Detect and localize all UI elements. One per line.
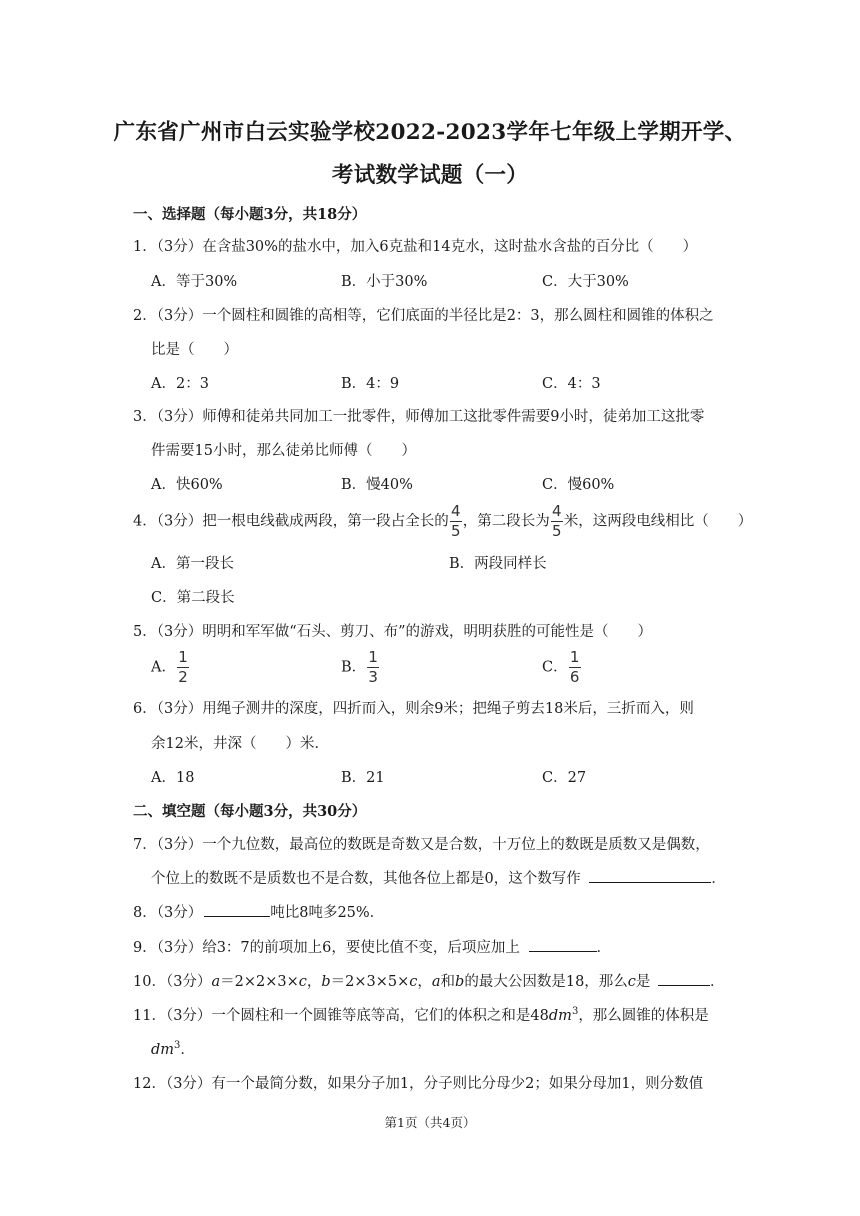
unit: dm (548, 1008, 572, 1024)
question-6 (133, 697, 733, 718)
variable-a: a (431, 974, 441, 990)
question-text: ＝2×2×3× (220, 974, 299, 990)
option-label: A． (151, 659, 176, 676)
q6-continuation: 余12米，井深（ ）米． (151, 736, 329, 752)
q4-option-b: B．两段同样长 (449, 556, 547, 572)
q3-continuation: 件需要15小时，那么徒弟比师傅（ ） (151, 443, 416, 459)
q3-option-a: A．快60% (151, 477, 223, 493)
page-footer: 第1页（共4页） (384, 1115, 476, 1130)
punctuation: ． (710, 974, 725, 990)
question-text: （3分）一个九位数，最高位的数既是奇数又是合数，十万位上的数既是质数又是偶数， (156, 837, 710, 853)
question-text: 的最大公因数是18，那么 (464, 974, 628, 990)
fraction-denominator: 3 (368, 668, 378, 686)
question-number: 12． (133, 1076, 166, 1092)
variable-b: b (455, 974, 465, 990)
question-text: ，第二段长为 (462, 513, 550, 530)
variable-c: c (298, 974, 307, 990)
question-text: 个位上的数既不是质数也不是合数，其他各位上都是0，这个数写作 (151, 871, 581, 887)
q5-option-a (151, 650, 190, 685)
q7-continuation (151, 867, 726, 888)
q6-option-b: B．21 (341, 770, 385, 786)
fraction-numerator: 4 (450, 502, 461, 520)
q1-option-b: B．小于30% (341, 274, 428, 290)
punctuation: ． (711, 871, 726, 887)
question-text: （3分）在含盐30%的盐水中，加入6克盐和14克水，这时盐水含盐的百分比（ ） (156, 239, 698, 255)
question-number: 7． (133, 837, 157, 853)
question-text: （3分）用绳子测井的深度，四折而入，则余9米；把绳子剪去18米后，三折而入，则 (156, 701, 694, 717)
unit: dm (151, 1042, 175, 1058)
fraction-option-b (367, 650, 379, 685)
question-10 (133, 970, 733, 991)
question-12 (133, 1072, 733, 1093)
question-number: 4． (133, 513, 157, 530)
q5-option-b (341, 650, 380, 685)
question-text: ，那么圆锥的体积是 (578, 1008, 709, 1024)
option-label: B． (341, 659, 367, 676)
question-text: 米，这两段电线相比（ ） (563, 513, 753, 530)
section-heading-choice: 一、选择题（每小题3分，共18分） (133, 206, 367, 223)
section-heading-fill-in: 二、填空题（每小题3分，共30分） (133, 803, 367, 820)
question-text: （3分）把一根电线截成两段，第一段占全长的 (156, 513, 449, 530)
q5-option-c (542, 650, 582, 685)
q2-option-c: C．4：3 (542, 376, 601, 392)
question-text: ＝2×3×5× (330, 974, 410, 990)
question-text: 是 (635, 974, 651, 990)
question-text: （3分）一个圆柱和圆锥的高相等，它们底面的半径比是2：3，那么圆柱和圆锥的体积之 (156, 308, 714, 324)
question-text: （3分）师傅和徒弟共同加工一批零件，师傅加工这批零件需要9小时，徒弟加工这批零 (156, 409, 705, 425)
variable-b: b (321, 974, 331, 990)
fraction-option-c (569, 650, 581, 685)
fraction-denominator: 5 (551, 522, 562, 540)
question-number: 11． (133, 1008, 166, 1024)
unit-exponent: 3 (571, 1006, 579, 1018)
question-7 (133, 833, 733, 854)
unit-exponent: 3 (174, 1040, 181, 1052)
question-3 (133, 405, 733, 426)
q2-option-b: B．4：9 (341, 376, 400, 392)
question-text: ， (306, 974, 322, 990)
punctuation: ． (596, 940, 611, 956)
question-5 (133, 620, 733, 641)
fraction-option-a (177, 650, 189, 685)
fraction-second-part (551, 504, 563, 539)
answer-blank[interactable] (658, 971, 710, 986)
question-number: 6． (133, 701, 157, 717)
q4-option-c: C．第二段长 (151, 590, 235, 606)
q1-option-c: C．大于30% (542, 274, 629, 290)
question-number: 10． (133, 974, 166, 990)
answer-blank[interactable] (589, 868, 711, 883)
variable-a: a (211, 974, 221, 990)
answer-blank[interactable] (204, 902, 270, 917)
question-number: 1． (133, 239, 157, 255)
fraction-numerator: 1 (178, 648, 188, 666)
question-text: （3分） (165, 974, 212, 990)
question-number: 9． (133, 940, 157, 956)
question-number: 5． (133, 624, 157, 640)
answer-blank[interactable] (529, 937, 597, 952)
fraction-denominator: 6 (569, 668, 580, 686)
fraction-numerator: 4 (551, 502, 562, 520)
variable-c: c (627, 974, 636, 990)
q6-option-a: A．18 (151, 770, 195, 786)
q2-option-a: A．2：3 (151, 376, 209, 392)
question-text: 和 (440, 974, 456, 990)
document-title-line-1: 广东省广州市白云实验学校2022-2023学年七年级上学期开学、 (113, 120, 747, 145)
q2-continuation: 比是（ ） (151, 342, 238, 358)
fraction-numerator: 1 (569, 648, 580, 666)
fraction-first-part (450, 504, 462, 539)
option-label: C． (542, 659, 568, 676)
q1-option-a: A．等于30% (151, 274, 238, 290)
question-1 (133, 235, 733, 256)
fraction-numerator: 1 (368, 648, 378, 666)
question-number: 2． (133, 308, 157, 324)
question-4 (133, 502, 753, 540)
q6-option-c: C．27 (542, 770, 587, 786)
q4-option-a: A．第一段长 (151, 556, 234, 572)
question-text: （3分）给3：7的前项加上6，要使比值不变，后项应加上 (156, 940, 520, 956)
question-text: （3分）一个圆柱和一个圆锥等底等高，它们的体积之和是48 (165, 1008, 549, 1024)
question-text: 吨比8吨多25%． (270, 905, 385, 921)
question-text: （3分）有一个最简分数，如果分子加1，分子则比分母少2；如果分母加1，则分数值 (165, 1076, 704, 1092)
punctuation: ． (180, 1042, 195, 1058)
document-title-line-2: 考试数学试题（一） (331, 163, 529, 188)
question-9 (133, 936, 733, 957)
q11-continuation (151, 1038, 195, 1059)
question-11 (133, 1004, 733, 1025)
question-text: （3分） (156, 905, 203, 921)
q3-option-b: B．慢40% (341, 477, 413, 493)
variable-c: c (409, 974, 418, 990)
question-8 (133, 901, 733, 922)
question-text: （3分）明明和军军做“石头、剪刀、布”的游戏，明明获胜的可能性是（ ） (156, 624, 653, 640)
fraction-denominator: 2 (178, 668, 188, 686)
fraction-denominator: 5 (450, 522, 461, 540)
question-2 (133, 304, 733, 325)
question-number: 8． (133, 905, 157, 921)
question-number: 3． (133, 409, 157, 425)
question-text: ， (417, 974, 432, 990)
q3-option-c: C．慢60% (542, 477, 615, 493)
